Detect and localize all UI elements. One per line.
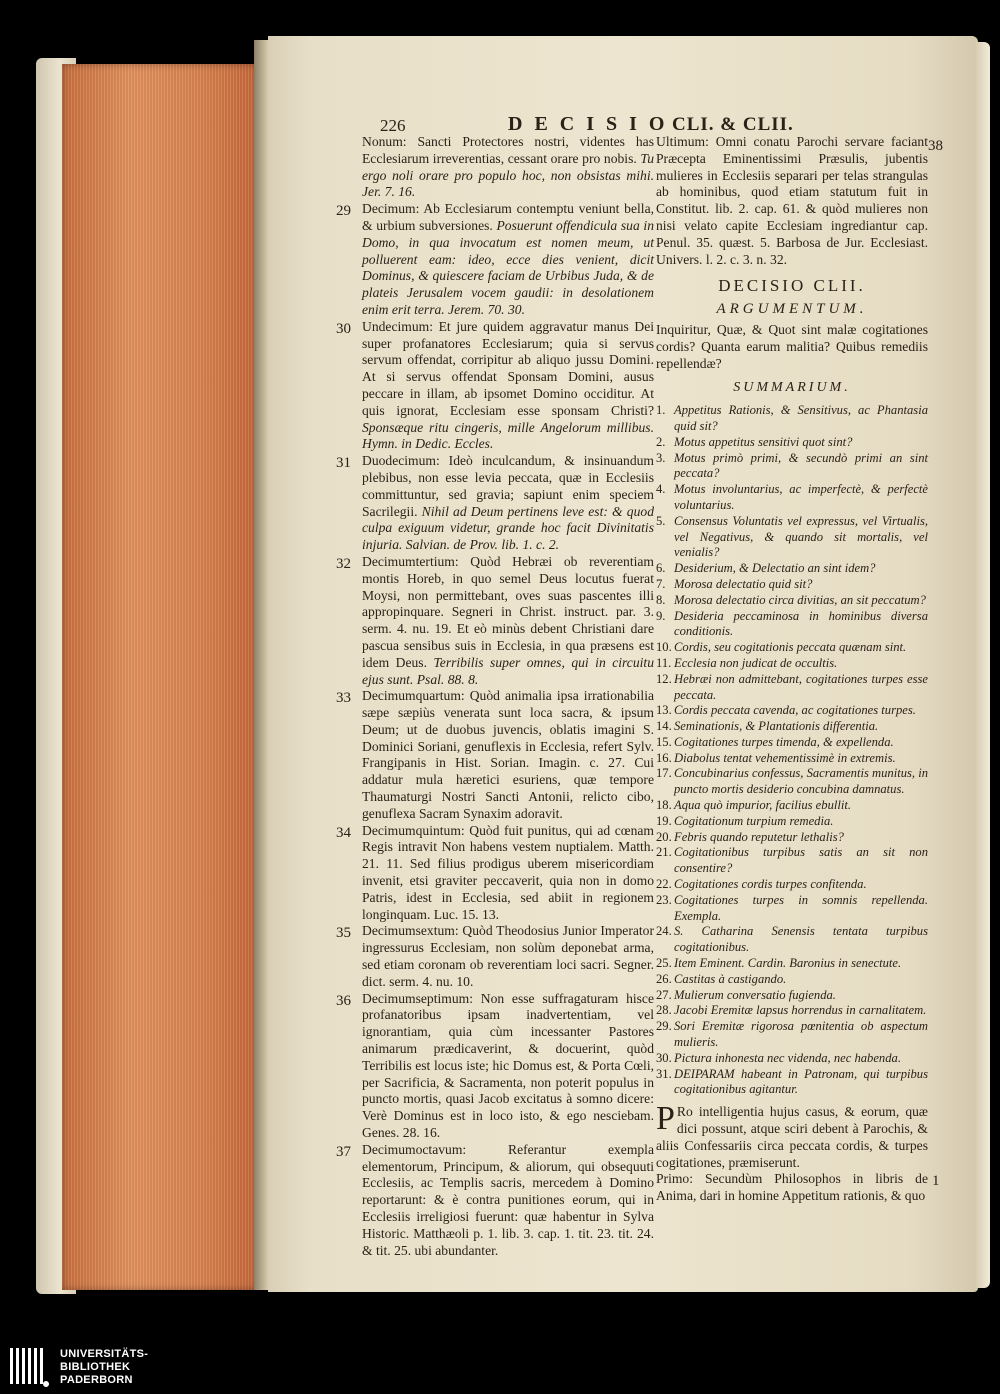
summarium-text: Ecclesia non judicat de occultis.	[674, 655, 838, 670]
running-head-left: DECISIO	[508, 113, 677, 135]
right-column	[656, 134, 943, 1205]
summarium-number: 27.	[656, 987, 672, 1002]
summarium-number: 26.	[656, 971, 672, 986]
paragraph	[336, 453, 654, 554]
summarium-item	[656, 451, 928, 483]
summarium-text: Concubinarius confessus, Sacramentis munitus, in puncto mortis desiderio concubina damnatus.	[674, 766, 928, 797]
paragraph-text: Decimumtertium: Quòd Hebræi ob reverentiam montis Horeb, in quo semel Deus locutus fuerat Moysi, non permittebant, oves suas pascentes illi appropinquare. Segneri in Christ. instruct. par. 3. serm. 4. nu. 19. Et eò minùs debent Christiani dare pascua sensibus suis in Ecclesia, in qua præsens est idem Deus.	[362, 553, 654, 670]
section-title: DECISIO CLII.	[718, 276, 866, 296]
library-logo-icon	[8, 1344, 50, 1390]
summarium-text: Motus appetitus sensitivi quot sint?	[674, 434, 853, 449]
paragraph	[336, 688, 654, 822]
citation: Sponsæque ritu cingeris, mille Angelorum millibus. Hymn. in Dedic. Eccles.	[362, 419, 654, 452]
library-logo	[8, 1344, 188, 1390]
summarium-item	[656, 751, 928, 767]
summarium-number: 24.	[656, 924, 672, 939]
summarium-text: Consensus Voluntatis vel expressus, vel Virtualis, vel Negativus, & quando sit mortalis, vel venialis?	[674, 513, 928, 560]
primo-paragraph	[656, 1171, 940, 1205]
summarium-text: Castitas à castigando.	[674, 971, 787, 986]
summarium-text: Morosa delectatio quid sit?	[674, 576, 813, 591]
running-head-right: CLI. & CLII.	[672, 114, 794, 135]
margin-number: 36	[336, 992, 351, 1009]
summarium-item	[656, 830, 928, 846]
argumentum-title: ARGUMENTUM.	[716, 301, 868, 318]
paragraph-text: Decimumquintum: Quòd fuit punitus, qui ad cœnam Regis intravit Non habens vestem nuptialem. Matth. 21. 11. Sed filius prodigus uberem misericordiam invenit, etsi graviter peccaverit, quia non in domo Patris, idest in Ecclesia, sed abiit in regionem longinquam. Luc. 15. 13.	[362, 822, 654, 922]
paragraph	[362, 134, 654, 201]
margin-number: 31	[336, 455, 351, 472]
summarium-text: Aqua quò impurior, facilius ebullit.	[674, 798, 852, 813]
summarium-item	[656, 514, 928, 561]
summarium-number: 21.	[656, 845, 672, 860]
summarium-number: 3.	[656, 450, 666, 465]
paragraph-ultimum: Ultimum: Omni conatu Parochi servare faciant Præcepta Eminentissimi Præsulis, jubentis mulieres in Ecclesiis separari per telas strangulas ab hominibus, quod etiam statutum fuit in Constitut. lib. 2. cap. 61. & quòd mulieres non nisi velato capite Ecclesiam ingrediantur cap. Penul. 35. quæst. 5. Barbosa de Jur. Ecclesiast. Univers. l. 2. c. 3. n. 32.	[656, 134, 928, 267]
summarium-item	[656, 798, 928, 814]
margin-number: 29	[336, 203, 351, 220]
summarium-item	[656, 1019, 928, 1051]
margin-number: 34	[336, 824, 351, 841]
summarium-text: Cogitationum turpium remedia.	[674, 813, 834, 828]
summarium-number: 29.	[656, 1019, 672, 1034]
citation: Nihil ad Deum pertinens leve est: & quod culpa exiguum videtur, grande hoc facit Divinitatis injuria. Salvian. de Prov. lib. 1. c. 2.	[362, 503, 654, 553]
summarium-item	[656, 956, 928, 972]
summarium-text: Hebræi non admittebant, cogitationes turpes esse peccata.	[674, 671, 928, 702]
summarium-text: Cordis peccata cavenda, ac cogitationes turpes.	[674, 703, 916, 718]
summarium-item	[656, 988, 928, 1004]
citation: Tu ergo noli orare pro populo hoc, non obsistas mihi. Jer. 7. 16.	[362, 150, 654, 200]
margin-number: 30	[336, 320, 351, 337]
citation: Posuerunt offendicula sua in Domo, in qua invocatum est nomen meum, ut polluerent eam: ideo, ecce dies venient, dicit Dominus, & quiescere faciam de Urbibus Juda, & de plateis Jerusalem vocem gaudii: in desolationem enim erit terra. Jerem. 70. 30.	[362, 217, 654, 317]
left-column	[336, 134, 654, 1259]
margin-number: 33	[336, 690, 351, 707]
summarium-text: Seminationis, & Plantationis differentia.	[674, 719, 879, 734]
logo-line-3: PADERBORN	[60, 1374, 133, 1386]
summarium-text: Cogitationibus turpibus satis an sit non consentire?	[674, 845, 928, 876]
summarium-item	[656, 1067, 928, 1099]
summarium-number: 25.	[656, 956, 672, 971]
paragraph	[336, 1141, 654, 1260]
summarium-text: Morosa delectatio circa divitias, an sit peccatum?	[674, 592, 926, 607]
paragraph-text: Nonum: Sancti Protectores nostri, videntes has Ecclesiarum irreverentias, cessant orare pro nobis.	[362, 134, 654, 166]
summarium-item	[656, 672, 928, 704]
summarium-number: 18.	[656, 798, 672, 813]
summarium-item	[656, 703, 928, 719]
summarium-number: 22.	[656, 877, 672, 892]
paragraph	[336, 201, 654, 319]
summarium-number: 14.	[656, 719, 672, 734]
summarium-item	[656, 656, 928, 672]
paragraph-text: Decimumseptimum: Non esse suffragaturam hisce profanatoribus ipsam inadvertentiam, vel ignorantiam, quia cùm incessanter Pastores animarum prædicaverint, & docuerint, quòd Terribilis est locus iste; hic Domus est, & Porta Cœli, per Sacrificia, & Sacramenta, non poterit populus in puncto mortis, quasi Jacob excitatus à somno dicere: Verè Dominus est in loco isto, & ego nesciebam. Genes. 28. 16.	[362, 990, 654, 1141]
closing-paragraph	[656, 1100, 928, 1171]
logo-line-1: UNIVERSITÄTS-	[60, 1348, 149, 1360]
summarium-item	[656, 877, 928, 893]
summarium-number: 4.	[656, 482, 666, 497]
summarium-text: Motus primò primi, & secundò primi an sint peccata?	[674, 450, 928, 481]
closing-text: Ro intelligentia hujus casus, & eorum, quæ dici possunt, atque sciri debent à Parochis, & aliis Confessariis circa peccata cordis, & turpes cogitationes, præmiserunt.	[656, 1104, 928, 1170]
summarium-item	[656, 435, 928, 451]
summarium-item	[656, 845, 928, 877]
summarium-text: Desiderium, & Delectatio an sint idem?	[674, 561, 876, 576]
summarium-text: Appetitus Rationis, & Sensitivus, ac Phantasia quid sit?	[674, 403, 928, 433]
summarium-text: Desideria peccaminosa in hominibus diversa conditionis.	[674, 608, 928, 639]
citation: Terribilis super omnes, qui in circuitu ejus sunt. Psal. 88. 8.	[362, 654, 654, 687]
summarium-number: 23.	[656, 892, 672, 907]
summarium-number: 12.	[656, 671, 672, 686]
summarium-item	[656, 735, 928, 751]
summarium-number: 17.	[656, 766, 672, 781]
summarium-number: 1.	[656, 403, 666, 418]
summarium-number: 2.	[656, 434, 666, 449]
paragraph-text: Duodecimum: Ideò inculcandum, & insinuandum plebibus, non esse levia peccata, quæ in Ecclesiis committuntur, sed gravia; sapiunt enim speciem Sacrilegii.	[362, 453, 654, 519]
summarium-text: DEIPARAM habeant in Patronam, qui turpibus cogitationibus agitantur.	[674, 1066, 928, 1097]
summarium-text: Febris quando reputetur lethalis?	[674, 829, 844, 844]
summarium-number: 6.	[656, 561, 666, 576]
summarium-item	[656, 640, 928, 656]
summarium-item	[656, 1051, 928, 1067]
summarium-title: SUMMARIUM.	[733, 380, 851, 396]
summarium-text: Motus involuntarius, ac imperfectè, & perfectè voluntarius.	[674, 482, 928, 512]
summarium-text: Cordis, seu cogitationis peccata quænam sint.	[674, 640, 907, 655]
summarium-item	[656, 972, 928, 988]
summarium-number: 16.	[656, 750, 672, 765]
summarium-item	[656, 1003, 928, 1019]
page-number: 226	[380, 116, 406, 135]
summarium-item	[656, 561, 928, 577]
summarium-item	[656, 766, 928, 798]
summarium-number: 11.	[656, 655, 672, 670]
summarium-item	[656, 577, 928, 593]
paragraph-text: Decimumoctavum: Referantur exempla elementorum, Principum, & aliorum, qui obsequuti Ecclesiis, ac Templis sacris, mercedem à Domino reportarunt: & è contra punitiones eorum, qui in Ecclesiis irreligiosi fuerunt: quæ habentur in Sylva Historic. Matthæoli p. 1. lib. 3. cap. 1. tit. 23. tit. 24. & tit. 25. ubi abundanter.	[362, 1141, 654, 1258]
summarium-text: Item Eminent. Cardin. Baronius in senectute.	[674, 956, 902, 971]
summarium-item	[656, 893, 928, 925]
summarium-number: 28.	[656, 1003, 672, 1018]
summarium-number: 9.	[656, 608, 666, 623]
summarium-number: 8.	[656, 592, 666, 607]
page-block-edge	[62, 64, 258, 1290]
margin-number: 35	[336, 925, 351, 942]
summarium-text: Mulierum conversatio fugienda.	[674, 987, 836, 1002]
margin-number: 1	[932, 1173, 940, 1190]
margin-number: 32	[336, 555, 351, 572]
margin-number: 37	[336, 1143, 351, 1160]
page-fore-edge	[976, 42, 990, 1288]
paragraph-text: Decimumsextum: Quòd Theodosius Junior Imperator ingressurus Ecclesiam, non solùm deponebat arma, sed etiam coronam ob reverentiam loci sacri. Segner. dict. serm. 4. nu. 10.	[362, 923, 654, 989]
summarium-number: 30.	[656, 1050, 672, 1065]
summarium-number: 20.	[656, 829, 672, 844]
summarium-text: Jacobi Eremitæ lapsus horrendus in carnalitatem.	[674, 1003, 927, 1018]
summarium-item	[656, 924, 928, 956]
argumentum-text: Inquiritur, Quæ, & Quot sint malæ cogitationes cordis? Quanta earum malitia? Quibus remediis repellendæ?	[656, 321, 928, 371]
summarium-number: 15.	[656, 734, 672, 749]
drop-cap: P	[656, 1100, 675, 1138]
paragraph	[336, 822, 654, 924]
paragraph-text: Undecimum: Et jure quidem aggravatur manus Dei super profanatores Ecclesiarum; quia si servus servum offendat, corripitur ab aliquo jussu Domini. At si servus offendat Sponsam Domini, ausus peccare in illam, ab ipsomet Domino occiditur. At quis ignorat, Ecclesiam esse sponsam Christi?	[362, 318, 654, 418]
summarium-text: Sori Eremitæ rigorosa pœnitentia ob aspectum mulieris.	[674, 1019, 928, 1050]
summarium-number: 31.	[656, 1066, 672, 1081]
summarium-number: 7.	[656, 576, 666, 591]
summarium-text: Cogitationes turpes timenda, & expellenda.	[674, 734, 894, 749]
paragraph-text: Decimum: Ab Ecclesiarum contemptu veniunt bella, & urbium subversiones.	[362, 201, 654, 233]
summarium-item	[656, 609, 928, 641]
summarium-number: 10.	[656, 640, 672, 655]
paragraph	[336, 553, 654, 688]
primo-text: Primo: Secundùm Philosophos in libris de Anima, dari in homine Appetitum rationis, & quo	[656, 1171, 928, 1204]
summarium-number: 5.	[656, 513, 666, 528]
summarium-item	[656, 482, 928, 514]
paragraph	[336, 990, 654, 1142]
summarium-list	[656, 403, 928, 1098]
library-logo-text	[60, 1348, 148, 1387]
summarium-text: Pictura inhonesta nec videnda, nec habenda.	[674, 1050, 901, 1065]
summarium-number: 13.	[656, 703, 672, 718]
margin-number: 38	[928, 138, 943, 154]
summarium-item	[656, 719, 928, 735]
paragraph	[336, 923, 654, 990]
logo-line-2: BIBLIOTHEK	[60, 1361, 131, 1373]
summarium-item	[656, 403, 928, 435]
paragraph-text: Decimumquartum: Quòd animalia ipsa irrationabilia sæpe sæpiùs venerata sunt loca sacra, & ipsum Deum; ut de duobus juvencis, oblatis imagini S. Dominici Soriani, genuflexis in Ecclesia, refert Sylv. Frangipanis in Hist. Sorian. Imagin. c. 27. Cui addatur mula hæretici esuriens, quæ tempore Thaumaturgi Nostri Sancti Antonii, relicto cibo, genuflexa Sacram Synaxim adoravit.	[362, 688, 654, 821]
summarium-text: Cogitationes cordis turpes confitenda.	[674, 877, 867, 892]
summarium-text: S. Catharina Senensis tentata turpibus cogitationibus.	[674, 924, 928, 955]
paragraph	[336, 318, 654, 453]
summarium-item	[656, 593, 928, 609]
summarium-item	[656, 814, 928, 830]
summarium-text: Cogitationes turpes in somnis repellenda. Exempla.	[674, 892, 928, 923]
summarium-number: 19.	[656, 813, 672, 828]
summarium-text: Diabolus tentat vehementissimè in extremis.	[674, 750, 896, 765]
